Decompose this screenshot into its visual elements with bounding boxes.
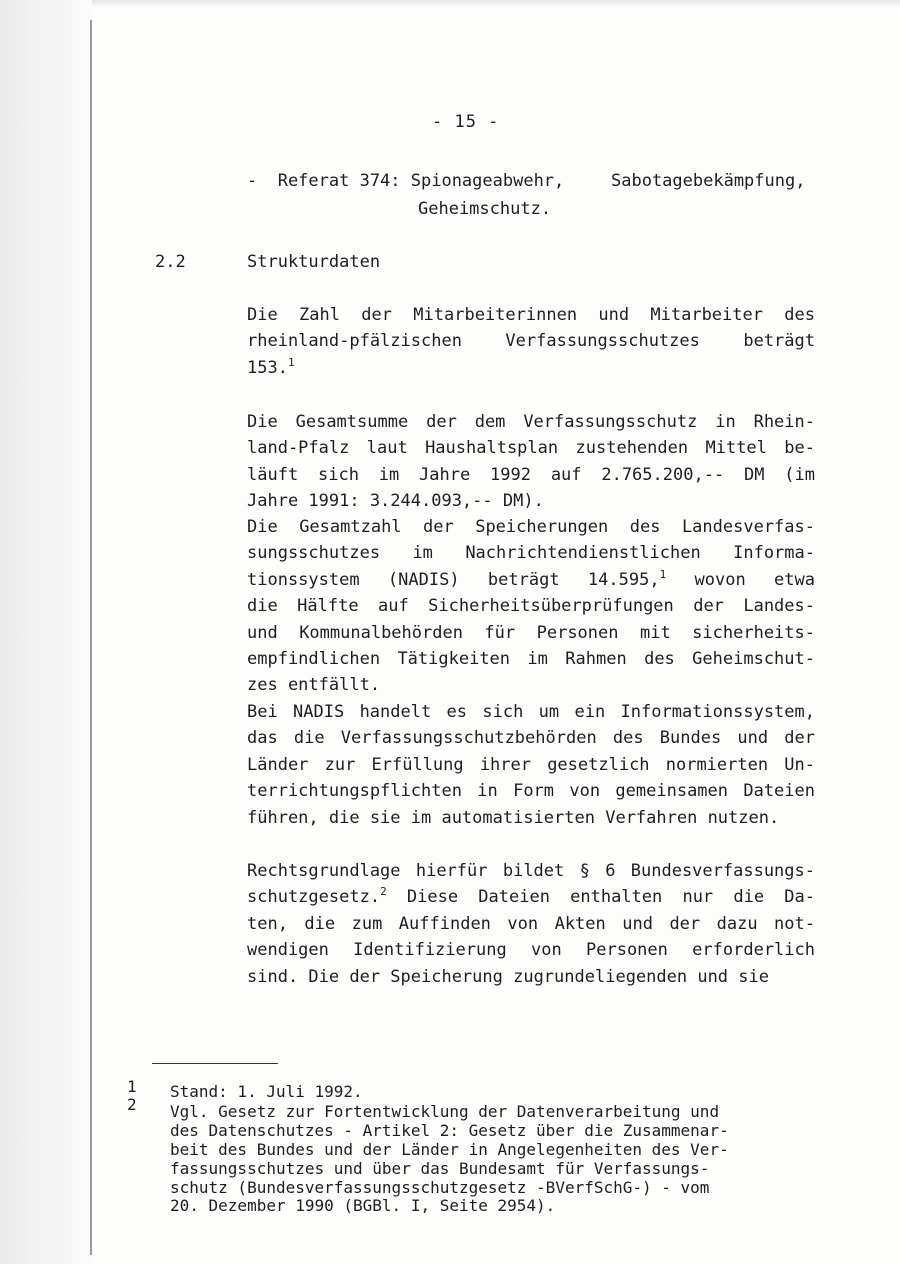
para5-line2: schutzgesetz.$^2$ Diese Dateien enthalten nur die Da- [247,885,815,907]
para1-line2: rheinland-pfälzischen Verfassungsschutzes beträgt [247,331,815,351]
para3-line3: tionssystem (NADIS) beträgt 14.595,$^1$ wovon etwa [247,568,815,590]
section-number: 2.2 [155,252,186,272]
binding-edge [90,20,92,1255]
para3-line7: zes entfällt. [247,675,381,695]
binding-shadow [0,0,92,1264]
para2-line1: Die Gesamtsumme der dem Verfassungsschutz in Rhein- [247,412,815,432]
para3-line6: empfindlichen Tätigkeiten im Rahmen des Geheimschut- [247,649,815,669]
referat-line-2: Geheimschutz. [418,199,552,219]
footnote-1-number: 1 [127,1077,137,1096]
footnote-ref-2: 2 [380,885,387,898]
footnote-ref-1b: 1 [659,568,667,581]
footnote-2-line4: fassungsschutzes und über das Bundesamt für Verfassungs- [170,1159,710,1178]
para3-line4: die Hälfte auf Sicherheitsüberprüfungen der Landes- [247,596,815,616]
referat-line-left: - Referat 374: Spionageabwehr, [247,171,565,191]
para1-line3: 153.$^1$ [247,356,295,378]
page-top-edge [92,0,900,8]
footnote-ref-1: 1 [287,356,295,369]
referat-line-right: Sabotagebekämpfung, [611,171,806,191]
para2-line2: land-Pfalz laut Haushaltsplan zustehenden Mittel be- [247,438,815,458]
para5-line1: Rechtsgrundlage hierfür bildet § 6 Bundesverfassungs- [247,861,815,881]
para5-line3: ten, die zum Auffinden von Akten und der dazu not- [247,914,815,934]
para4-line4: terrichtungspflichten in Form von gemeinsamen Dateien [247,781,815,801]
footnote-2-line1: Vgl. Gesetz zur Fortentwicklung der Datenverarbeitung und [170,1102,720,1121]
page-number: - 15 - [432,112,500,132]
footnote-2-line6: 20. Dezember 1990 (BGBl. I, Seite 2954). [170,1196,556,1215]
para2-line4: Jahre 1991: 3.244.093,-- DM). [247,491,544,511]
footnote-1-text: Stand: 1. Juli 1992. [170,1082,363,1101]
para4-line3: Länder zur Erfüllung ihrer gesetzlich normierten Un- [247,755,815,775]
para4-line1: Bei NADIS handelt es sich um ein Informationssystem, [247,702,815,722]
footnote-2-line5: schutz (Bundesverfassungsschutzgesetz -BVerfSchG-) - vom [170,1178,710,1197]
para2-line3: läuft sich im Jahre 1992 auf 2.765.200,-- DM (im [247,465,815,485]
para3-line1: Die Gesamtzahl der Speicherungen des Landesverfas- [247,517,815,537]
section-title: Strukturdaten [247,252,381,272]
footnote-2-number: 2 [127,1095,137,1114]
para5-line4: wendigen Identifizierung von Personen erforderlich [247,940,815,960]
footnote-2-line3: beit des Bundes und der Länder in Angelegenheiten des Ver- [170,1140,729,1159]
para4-line2: das die Verfassungsschutzbehörden des Bundes und der [247,728,815,748]
para3-line5: und Kommunalbehörden für Personen mit sicherheits- [247,623,815,643]
para4-line5: führen, die sie im automatisierten Verfahren nutzen. [247,808,780,828]
footnote-separator [152,1063,278,1064]
para3-line2: sungsschutzes im Nachrichtendienstlichen Informa- [247,543,815,563]
para1-line1: Die Zahl der Mitarbeiterinnen und Mitarbeiter des [247,305,815,325]
footnote-2-line2: des Datenschutzes - Artikel 2: Gesetz über die Zusammenar- [170,1121,729,1140]
para5-line5: sind. Die der Speicherung zugrundeliegenden und sie [247,967,769,987]
